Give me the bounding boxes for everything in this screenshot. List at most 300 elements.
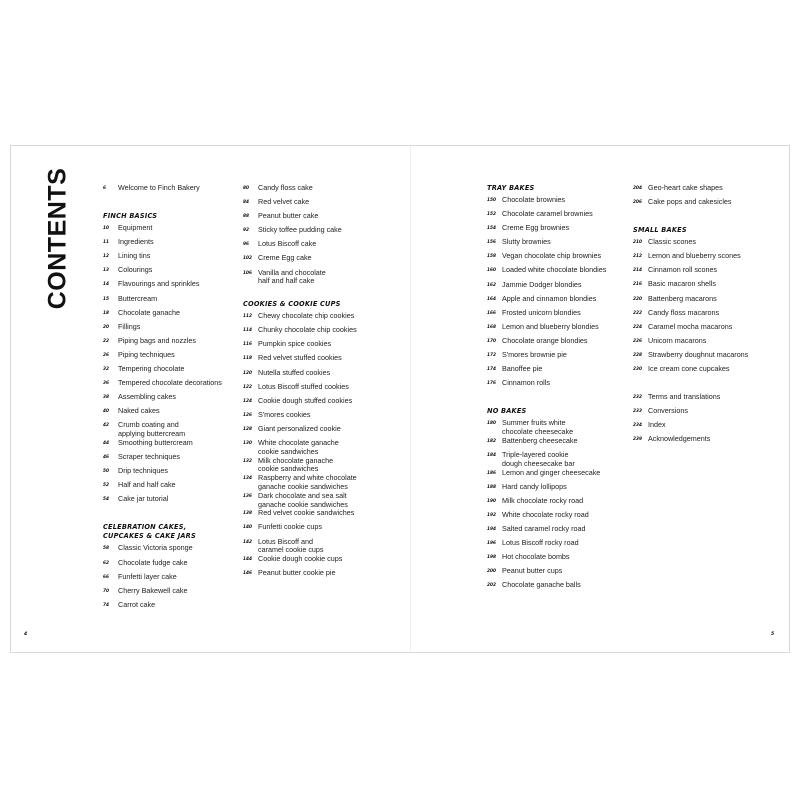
entry-title: Lotus Biscoff rocky road bbox=[502, 538, 579, 548]
entry-title: Red velvet stuffed cookies bbox=[258, 353, 342, 363]
entry-page-number: 26 bbox=[103, 352, 109, 358]
toc-column-1 bbox=[103, 184, 253, 629]
toc-entry[interactable] bbox=[103, 337, 253, 351]
entry-page-number: 154 bbox=[487, 226, 496, 232]
entry-title: Equipment bbox=[118, 223, 153, 233]
entry-page-number: 116 bbox=[243, 342, 252, 348]
entry-title: Lemon and ginger cheesecake bbox=[502, 467, 601, 477]
toc-section bbox=[633, 184, 783, 212]
toc-entry[interactable] bbox=[103, 184, 253, 198]
entry-title: Smoothing buttercream bbox=[118, 438, 193, 447]
toc-section bbox=[487, 407, 637, 595]
entry-page-number: 206 bbox=[633, 200, 642, 206]
entry-page-number: 144 bbox=[243, 557, 252, 563]
toc-entry[interactable] bbox=[633, 393, 783, 407]
entry-title: Banoffee pie bbox=[502, 364, 543, 374]
entry-page-number: 140 bbox=[243, 525, 252, 531]
entry-title: Cake jar tutorial bbox=[118, 494, 169, 504]
toc-section bbox=[243, 300, 393, 583]
entry-page-number: 124 bbox=[243, 398, 252, 404]
entry-page-number: 186 bbox=[487, 470, 496, 476]
entry-page-number: 84 bbox=[243, 200, 249, 206]
toc-entry[interactable] bbox=[243, 555, 393, 569]
entry-title: Chocolate ganache bbox=[118, 307, 180, 317]
toc-entry[interactable] bbox=[243, 226, 393, 240]
toc-entry[interactable] bbox=[103, 309, 253, 323]
entry-title: Half and half cake bbox=[118, 480, 176, 490]
toc-entry[interactable] bbox=[633, 337, 783, 351]
entry-page-number: 120 bbox=[243, 370, 252, 376]
entry-title: Triple-layered cookie dough cheesecake bar bbox=[502, 450, 575, 468]
toc-entry[interactable] bbox=[487, 553, 637, 567]
entry-page-number: 233 bbox=[633, 409, 642, 415]
toc-entry[interactable] bbox=[103, 587, 253, 601]
entry-title: Cookie dough stuffed cookies bbox=[258, 395, 353, 405]
entry-title: Funfetti layer cake bbox=[118, 571, 177, 581]
entry-title: Index bbox=[648, 420, 666, 430]
entry-title: Cookie dough cookie cups bbox=[258, 554, 343, 564]
toc-entry[interactable] bbox=[103, 421, 253, 439]
entry-title: Milk chocolate ganache cookie sandwiches bbox=[258, 455, 334, 474]
entry-title: Assembling cakes bbox=[118, 392, 176, 402]
toc-entry[interactable] bbox=[103, 252, 253, 266]
toc-entry[interactable] bbox=[103, 453, 253, 467]
entry-title: Loaded white chocolate blondies bbox=[502, 265, 607, 275]
entry-page-number: 130 bbox=[243, 441, 252, 446]
entry-page-number: 92 bbox=[243, 228, 249, 234]
entry-title: Pumpkin spice cookies bbox=[258, 339, 332, 349]
entry-page-number: 15 bbox=[103, 296, 109, 302]
entry-title: Hot chocolate bombs bbox=[502, 552, 570, 562]
entry-title: Salted caramel rocky road bbox=[502, 523, 586, 533]
toc-entry[interactable] bbox=[103, 365, 253, 379]
toc-entry[interactable] bbox=[103, 238, 253, 252]
toc-entry[interactable] bbox=[633, 365, 783, 379]
entry-title: Tempered chocolate decorations bbox=[118, 378, 222, 388]
toc-entry[interactable] bbox=[487, 567, 637, 581]
section-heading: NO BAKES bbox=[487, 407, 527, 416]
toc-entry[interactable] bbox=[633, 252, 783, 266]
entry-page-number: 136 bbox=[243, 493, 252, 499]
entry-page-number: 38 bbox=[103, 395, 109, 401]
entry-title: Chocolate fudge cake bbox=[118, 557, 188, 567]
entry-title: Lotus Biscoff and caramel cookie cups bbox=[258, 536, 324, 555]
toc-entry[interactable] bbox=[243, 523, 393, 537]
toc-entry[interactable] bbox=[243, 184, 393, 198]
entry-title: Conversions bbox=[648, 406, 688, 416]
toc-entry[interactable] bbox=[633, 238, 783, 252]
toc-column-2 bbox=[243, 184, 393, 597]
entry-title: Ingredients bbox=[118, 237, 154, 247]
toc-entry[interactable] bbox=[487, 483, 637, 497]
page-gutter bbox=[410, 146, 411, 652]
entry-title: Battenberg cheesecake bbox=[502, 435, 578, 445]
entry-title: S'mores brownie pie bbox=[502, 350, 567, 360]
toc-entry[interactable] bbox=[487, 379, 637, 393]
toc-entry[interactable] bbox=[633, 266, 783, 280]
entry-page-number: 118 bbox=[243, 356, 252, 362]
entry-page-number: 184 bbox=[487, 453, 496, 458]
entry-page-number: 126 bbox=[243, 412, 252, 418]
toc-entry[interactable] bbox=[243, 312, 393, 326]
entry-title: White chocolate ganache cookie sandwiches bbox=[258, 438, 339, 456]
entry-page-number: 182 bbox=[487, 438, 496, 444]
toc-entry[interactable] bbox=[103, 266, 253, 280]
entry-title: Peanut butter cake bbox=[258, 211, 319, 221]
entry-title: Chocolate caramel brownies bbox=[502, 209, 593, 219]
entry-page-number: 66 bbox=[103, 574, 109, 580]
entry-page-number: 222 bbox=[633, 310, 642, 316]
entry-page-number: 52 bbox=[103, 483, 109, 489]
entry-title: Sticky toffee pudding cake bbox=[258, 225, 342, 235]
toc-entry[interactable] bbox=[487, 224, 637, 238]
toc-entry[interactable] bbox=[103, 393, 253, 407]
toc-entry[interactable] bbox=[487, 539, 637, 553]
entry-page-number: 42 bbox=[103, 423, 109, 429]
toc-entry[interactable] bbox=[487, 351, 637, 365]
toc-entry[interactable] bbox=[633, 198, 783, 212]
entry-page-number: 228 bbox=[633, 352, 642, 358]
entry-title: Lemon and blueberry scones bbox=[648, 251, 741, 261]
entry-page-number: 134 bbox=[243, 476, 252, 482]
toc-section bbox=[633, 226, 783, 379]
toc-entry[interactable] bbox=[243, 269, 393, 287]
entry-page-number: 176 bbox=[487, 381, 496, 387]
toc-entry[interactable] bbox=[487, 295, 637, 309]
entry-title: Tempering chocolate bbox=[118, 364, 185, 374]
toc-entry[interactable] bbox=[103, 544, 253, 558]
toc-entry[interactable] bbox=[633, 421, 783, 435]
toc-entry[interactable] bbox=[243, 369, 393, 383]
entry-page-number: 146 bbox=[243, 571, 252, 577]
toc-section bbox=[633, 393, 783, 449]
entry-title: Ice cream cone cupcakes bbox=[648, 364, 730, 374]
toc-entry[interactable] bbox=[103, 379, 253, 393]
entry-page-number: 18 bbox=[103, 310, 109, 316]
entry-page-number: 180 bbox=[487, 421, 496, 427]
entry-title: Strawberry doughnut macarons bbox=[648, 349, 749, 359]
toc-entry[interactable] bbox=[487, 323, 637, 337]
toc-entry[interactable] bbox=[103, 323, 253, 337]
entry-title: Summer fruits white chocolate cheesecake bbox=[502, 418, 574, 437]
toc-entry[interactable] bbox=[633, 323, 783, 337]
toc-entry[interactable] bbox=[243, 509, 393, 523]
entry-page-number: 152 bbox=[487, 212, 496, 218]
page-number-right: 5 bbox=[771, 632, 775, 637]
toc-entry[interactable] bbox=[243, 411, 393, 425]
toc-column-3 bbox=[487, 184, 637, 609]
toc-section bbox=[103, 212, 253, 509]
entry-title: Cake pops and cakesicles bbox=[648, 197, 732, 207]
entry-page-number: 196 bbox=[487, 541, 496, 547]
entry-title: Flavourings and sprinkles bbox=[118, 279, 200, 289]
section-heading: TRAY BAKES bbox=[487, 184, 535, 192]
entry-page-number: 114 bbox=[243, 328, 252, 334]
toc-entry[interactable] bbox=[103, 495, 253, 509]
entry-page-number: 58 bbox=[103, 546, 109, 552]
entry-page-number: 12 bbox=[103, 254, 109, 260]
entry-page-number: 142 bbox=[243, 539, 252, 545]
entry-page-number: 132 bbox=[243, 458, 252, 464]
entry-title: Battenberg macarons bbox=[648, 293, 717, 303]
toc-entry[interactable] bbox=[243, 240, 393, 254]
toc-entry[interactable] bbox=[487, 266, 637, 280]
toc-entry[interactable] bbox=[103, 280, 253, 294]
section-heading: FINCH BASICS bbox=[103, 212, 158, 221]
entry-title: Crumb coating and applying buttercream bbox=[118, 420, 186, 439]
entry-page-number: 164 bbox=[487, 296, 496, 302]
entry-page-number: 44 bbox=[103, 441, 109, 446]
entry-title: Chocolate orange blondies bbox=[502, 335, 588, 345]
entry-title: White chocolate rocky road bbox=[502, 509, 589, 519]
toc-section bbox=[103, 523, 253, 614]
entry-page-number: 156 bbox=[487, 240, 496, 246]
entry-title: Fillings bbox=[118, 321, 141, 331]
entry-page-number: 226 bbox=[633, 338, 642, 344]
entry-page-number: 40 bbox=[103, 409, 109, 415]
toc-entry[interactable] bbox=[103, 407, 253, 421]
entry-title: Milk chocolate rocky road bbox=[502, 495, 584, 505]
entry-page-number: 88 bbox=[243, 214, 249, 220]
entry-title: Vegan chocolate chip brownies bbox=[502, 251, 602, 261]
entry-page-number: 32 bbox=[103, 367, 109, 373]
toc-entry[interactable] bbox=[633, 351, 783, 365]
entry-page-number: 128 bbox=[243, 426, 252, 432]
entry-title: Creme Egg cake bbox=[258, 253, 312, 263]
toc-entry[interactable] bbox=[243, 457, 393, 475]
toc-entry[interactable] bbox=[103, 573, 253, 587]
toc-entry[interactable] bbox=[487, 337, 637, 351]
toc-column-4 bbox=[633, 184, 783, 464]
entry-page-number: 46 bbox=[103, 455, 109, 461]
entry-title: Hard candy lollipops bbox=[502, 481, 567, 491]
entry-page-number: 172 bbox=[487, 353, 496, 359]
toc-entry[interactable] bbox=[243, 569, 393, 583]
entry-page-number: 234 bbox=[633, 423, 642, 429]
entry-page-number: 210 bbox=[633, 240, 642, 246]
entry-title: Apple and cinnamon blondies bbox=[502, 293, 597, 303]
entry-page-number: 13 bbox=[103, 268, 109, 274]
entry-title: Peanut butter cookie pie bbox=[258, 568, 336, 578]
entry-title: Chocolate ganache balls bbox=[502, 580, 581, 590]
entry-title: Scraper techniques bbox=[118, 452, 180, 462]
toc-entry[interactable] bbox=[487, 365, 637, 379]
toc-entry[interactable] bbox=[633, 435, 783, 449]
toc-entry[interactable] bbox=[633, 184, 783, 198]
entry-page-number: 166 bbox=[487, 310, 496, 316]
entry-page-number: 6 bbox=[103, 186, 106, 191]
entry-title: Slutty brownies bbox=[502, 237, 551, 247]
entry-page-number: 192 bbox=[487, 512, 496, 518]
entry-title: Candy floss cake bbox=[258, 183, 313, 192]
toc-entry[interactable] bbox=[633, 309, 783, 323]
entry-title: Acknowledgements bbox=[648, 434, 711, 444]
toc-entry[interactable] bbox=[103, 295, 253, 309]
entry-title: Chewy chocolate chip cookies bbox=[258, 311, 355, 321]
entry-page-number: 70 bbox=[103, 588, 109, 594]
toc-entry[interactable] bbox=[633, 295, 783, 309]
toc-entry[interactable] bbox=[243, 383, 393, 397]
entry-page-number: 158 bbox=[487, 254, 496, 260]
toc-entry[interactable] bbox=[487, 309, 637, 323]
toc-entry[interactable] bbox=[487, 469, 637, 483]
toc-entry[interactable] bbox=[243, 212, 393, 226]
entry-title: Carrot cake bbox=[118, 599, 156, 609]
entry-title: Jammie Dodger blondies bbox=[502, 279, 582, 289]
toc-entry[interactable] bbox=[243, 474, 393, 492]
entry-title: Classic Victoria sponge bbox=[118, 543, 193, 553]
entry-title: Candy floss macarons bbox=[648, 307, 720, 317]
toc-entry[interactable] bbox=[487, 210, 637, 224]
toc-entry[interactable] bbox=[633, 280, 783, 294]
toc-entry[interactable] bbox=[243, 425, 393, 439]
entry-page-number: 138 bbox=[243, 511, 252, 517]
page-number-left: 4 bbox=[24, 632, 28, 637]
toc-entry[interactable] bbox=[243, 492, 393, 510]
entry-title: Lotus Biscoff cake bbox=[258, 239, 317, 249]
toc-entry[interactable] bbox=[487, 196, 637, 210]
entry-title: Frosted unicorn blondies bbox=[502, 307, 581, 317]
entry-page-number: 80 bbox=[243, 186, 249, 191]
entry-title: Buttercream bbox=[118, 293, 158, 303]
entry-title: Lining tins bbox=[118, 251, 151, 261]
entry-title: Naked cakes bbox=[118, 406, 160, 416]
toc-entry[interactable] bbox=[103, 351, 253, 365]
entry-page-number: 220 bbox=[633, 296, 642, 302]
toc-entry[interactable] bbox=[243, 439, 393, 457]
entry-page-number: 112 bbox=[243, 314, 252, 320]
entry-page-number: 11 bbox=[103, 240, 109, 246]
entry-title: Red velvet cake bbox=[258, 197, 310, 207]
section-heading: SMALL BAKES bbox=[633, 226, 687, 235]
entry-title: Red velvet cookie sandwiches bbox=[258, 508, 355, 518]
entry-title: Piping techniques bbox=[118, 349, 175, 359]
entry-title: Giant personalized cookie bbox=[258, 423, 341, 433]
entry-page-number: 14 bbox=[103, 282, 109, 288]
entry-page-number: 174 bbox=[487, 367, 496, 373]
entry-title: Unicorn macarons bbox=[648, 335, 707, 345]
entry-page-number: 212 bbox=[633, 254, 642, 260]
entry-page-number: 106 bbox=[243, 270, 252, 276]
entry-title: Cinnamon rolls bbox=[502, 378, 550, 388]
entry-title: Peanut butter cups bbox=[502, 566, 563, 576]
entry-title: Chocolate brownies bbox=[502, 195, 566, 204]
toc-entry[interactable] bbox=[103, 224, 253, 238]
entry-page-number: 122 bbox=[243, 384, 252, 390]
toc-entry[interactable] bbox=[243, 198, 393, 212]
toc-section bbox=[103, 184, 253, 198]
entry-page-number: 62 bbox=[103, 560, 109, 566]
entry-page-number: 54 bbox=[103, 497, 109, 503]
entry-title: Dark chocolate and sea salt ganache cookie sandwiches bbox=[258, 490, 348, 509]
entry-title: S'mores cookies bbox=[258, 409, 311, 419]
entry-page-number: 160 bbox=[487, 268, 496, 274]
entry-page-number: 204 bbox=[633, 186, 642, 191]
entry-page-number: 188 bbox=[487, 484, 496, 490]
entry-page-number: 162 bbox=[487, 282, 496, 288]
entry-title: Terms and translations bbox=[648, 392, 721, 402]
toc-entry[interactable] bbox=[487, 451, 637, 469]
entry-title: Lemon and blueberry blondies bbox=[502, 321, 599, 331]
toc-entry[interactable] bbox=[243, 397, 393, 411]
entry-title: Funfetti cookie cups bbox=[258, 522, 322, 532]
entry-page-number: 232 bbox=[633, 395, 642, 401]
toc-entry[interactable] bbox=[487, 525, 637, 539]
toc-entry[interactable] bbox=[243, 326, 393, 340]
toc-section bbox=[243, 184, 393, 286]
toc-entry[interactable] bbox=[487, 511, 637, 525]
entry-page-number: 102 bbox=[243, 256, 252, 262]
entry-page-number: 190 bbox=[487, 498, 496, 504]
entry-title: Cinnamon roll scones bbox=[648, 265, 718, 275]
entry-title: Drip techniques bbox=[118, 466, 168, 476]
entry-page-number: 50 bbox=[103, 469, 109, 475]
entry-page-number: 214 bbox=[633, 268, 642, 274]
entry-title: Basic macaron shells bbox=[648, 279, 716, 289]
toc-entry[interactable] bbox=[243, 340, 393, 354]
toc-entry[interactable] bbox=[103, 467, 253, 481]
entry-page-number: 239 bbox=[633, 437, 642, 443]
entry-title: Raspberry and white chocolate ganache cookie sandwiches bbox=[258, 473, 357, 491]
entry-title: Geo-heart cake shapes bbox=[648, 183, 723, 192]
entry-page-number: 20 bbox=[103, 324, 109, 330]
contents-heading bbox=[33, 167, 83, 309]
toc-section bbox=[487, 184, 637, 393]
entry-title: Piping bags and nozzles bbox=[118, 335, 196, 345]
toc-entry[interactable] bbox=[487, 281, 637, 295]
entry-page-number: 150 bbox=[487, 198, 496, 203]
entry-page-number: 74 bbox=[103, 602, 109, 608]
toc-entry[interactable] bbox=[487, 437, 637, 451]
entry-page-number: 230 bbox=[633, 367, 642, 373]
entry-title: Caramel mocha macarons bbox=[648, 321, 733, 331]
entry-page-number: 202 bbox=[487, 583, 496, 589]
entry-page-number: 194 bbox=[487, 526, 496, 532]
entry-page-number: 216 bbox=[633, 282, 642, 288]
entry-page-number: 10 bbox=[103, 226, 109, 232]
toc-entry[interactable] bbox=[243, 354, 393, 368]
entry-title: Welcome to Finch Bakery bbox=[118, 183, 200, 192]
toc-entry[interactable] bbox=[487, 581, 637, 595]
entry-title: Classic scones bbox=[648, 237, 696, 247]
toc-entry[interactable] bbox=[487, 238, 637, 252]
toc-entry[interactable] bbox=[487, 497, 637, 511]
entry-page-number: 198 bbox=[487, 555, 496, 561]
toc-entry[interactable] bbox=[103, 481, 253, 495]
entry-page-number: 36 bbox=[103, 381, 109, 387]
toc-entry[interactable] bbox=[103, 559, 253, 573]
section-heading: COOKIES & COOKIE CUPS bbox=[243, 300, 341, 309]
entry-page-number: 200 bbox=[487, 569, 496, 575]
entry-title: Vanilla and chocolate half and half cake bbox=[258, 267, 326, 286]
toc-entry[interactable] bbox=[103, 439, 253, 453]
entry-page-number: 170 bbox=[487, 338, 496, 344]
entry-title: Cherry Bakewell cake bbox=[118, 585, 188, 595]
toc-entry[interactable] bbox=[633, 407, 783, 421]
toc-entry[interactable] bbox=[487, 252, 637, 266]
entry-title: Creme Egg brownies bbox=[502, 223, 570, 233]
toc-entry[interactable] bbox=[243, 538, 393, 556]
toc-entry[interactable] bbox=[103, 601, 253, 615]
entry-title: Nutella stuffed cookies bbox=[258, 367, 331, 377]
entry-page-number: 96 bbox=[243, 242, 249, 248]
entry-title: Lotus Biscoff stuffed cookies bbox=[258, 381, 349, 391]
entry-page-number: 22 bbox=[103, 338, 109, 344]
toc-entry[interactable] bbox=[243, 254, 393, 268]
section-heading: CELEBRATION CAKES, CUPCAKES & CAKE JARS bbox=[103, 523, 196, 541]
entry-page-number: 168 bbox=[487, 324, 496, 330]
toc-entry[interactable] bbox=[487, 419, 637, 437]
